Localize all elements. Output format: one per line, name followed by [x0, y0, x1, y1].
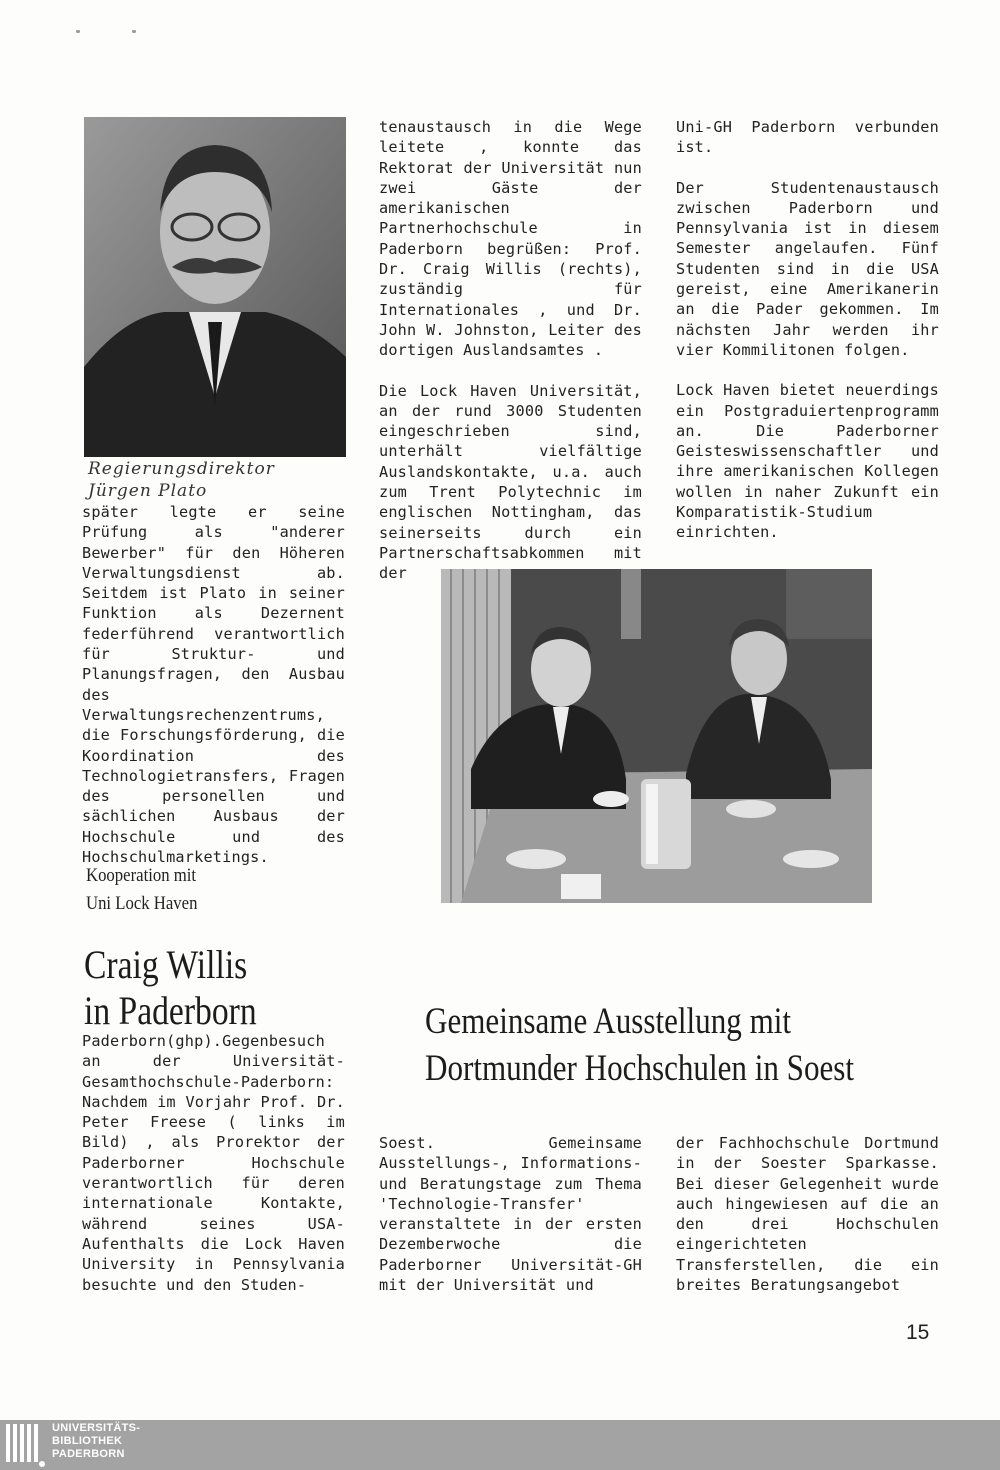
paragraph: tenaustausch in die Wege leitete , konnte das Rektorat der Universität nun zwei Gäste der amerikanischen Partnerhochschule in Paderborn begrüßen: Prof. Dr. Craig Willis (rechts), zuständig für Internationales , und Dr. John W. Johnston, Leiter des dortigen Auslandsamtes . — [379, 118, 642, 360]
library-footer — [0, 1420, 1000, 1470]
col2-top-text — [379, 117, 642, 584]
col3-top-text — [676, 117, 939, 543]
col3-bottom-text — [676, 1133, 939, 1295]
portrait-illustration — [84, 117, 346, 457]
headline-line-1: Gemeinsame Ausstellung mit — [425, 1001, 792, 1042]
paragraph: Soest. Gemeinsame Ausstellungs-, Informations- und Beratungstage zum Thema 'Technologie-Transfer' veranstaltete in der ersten Dezemberwoche die Paderborner Universität-GH mit der Universität und — [379, 1134, 642, 1295]
paragraph: Der Studentenaustausch zwischen Paderborn und Pennsylvania ist in diesem Semester angelaufen. Fünf Studenten sind in die USA gereist, eine Amerikanerin an die Pader gekommen. Im nächsten Jahr werden ihr vier Kommilitonen folgen. — [676, 178, 939, 359]
headline-craig-willis — [84, 942, 257, 1034]
col1-bottom-text — [82, 1031, 345, 1295]
portrait-photo — [84, 117, 346, 457]
caption-line-1: Regierungsdirektor — [88, 459, 275, 479]
subhead-line-2: Uni Lock Haven — [86, 893, 198, 914]
col2-bottom-text — [379, 1133, 642, 1295]
scan-speck — [76, 30, 80, 33]
paragraph: Paderborn(ghp).Gegenbesuch an der Universität-Gesamthochschule-Paderborn: Nachdem im Vorjahr Prof. Dr. Peter Freese ( links im Bild) , als Prorektor der Paderborner Hochschule verantwortlich für deren internationale Kontakte, während seines USA-Aufenthalts die Lock Haven University in Pennsylvania besuchte und den Studen- — [82, 1032, 345, 1294]
paragraph: später legte er seine Prüfung als "anderer Bewerber" für den Höheren Verwaltungsdienst ab. Seitdem ist Plato in seiner Funktion als Dezernent federführend verantwortlich für Struktur- und Planungsfragen, den Ausbau des Verwaltungsrechenzentrums, die Forschungsförderung, die Koordination des Technologietransfers, Fragen des personellen und sächlichen Ausbaus der Hochschule und des Hochschulmarketings. — [82, 503, 345, 867]
page-number: 15 — [906, 1321, 930, 1344]
headline-line-2: Dortmunder Hochschulen in Soest — [425, 1048, 855, 1089]
caption-line-2: Jürgen Plato — [88, 481, 208, 501]
col1-top-text — [82, 502, 345, 867]
section-subhead — [86, 862, 315, 918]
headline-line-2: in Paderborn — [84, 988, 257, 1033]
headline-ausstellung — [425, 998, 854, 1092]
meeting-illustration — [441, 569, 872, 903]
paragraph: der Fachhochschule Dortmund in der Soester Sparkasse. Bei dieser Gelegenheit wurde auch hingewiesen auf die an den drei Hochschulen eingerichteten Transferstellen, die ein breites Beratungsangebot — [676, 1134, 939, 1295]
paragraph: Lock Haven bietet neuerdings ein Postgraduiertenprogramm an. Die Paderborner Geisteswissenschaftler und ihre amerikanischen Kollegen wollen in naher Zukunft ein Komparatistik-Studium einrichten. — [676, 381, 939, 542]
scan-speck — [132, 30, 136, 33]
meeting-photo — [441, 569, 872, 903]
library-name-line-1: UNIVERSITÄTS- — [52, 1422, 141, 1434]
portrait-caption — [88, 458, 348, 502]
paragraph: Uni-GH Paderborn verbunden ist. — [676, 118, 939, 157]
library-name — [52, 1422, 140, 1461]
paragraph: Die Lock Haven Universität, an der rund 3000 Studenten eingeschrieben sind, unterhält vielfältige Auslandskontakte, u.a. auch zum Trent Polytechnic im englischen Nottingham, das seinerseits durch ein Partnerschaftsabkommen mit der — [379, 381, 642, 583]
subhead-line-1: Kooperation mit — [86, 865, 197, 886]
library-logo-icon — [2, 1420, 48, 1470]
library-name-line-3: PADERBORN — [52, 1448, 125, 1460]
headline-line-1: Craig Willis — [84, 942, 248, 987]
library-name-line-2: BIBLIOTHEK — [52, 1435, 123, 1447]
